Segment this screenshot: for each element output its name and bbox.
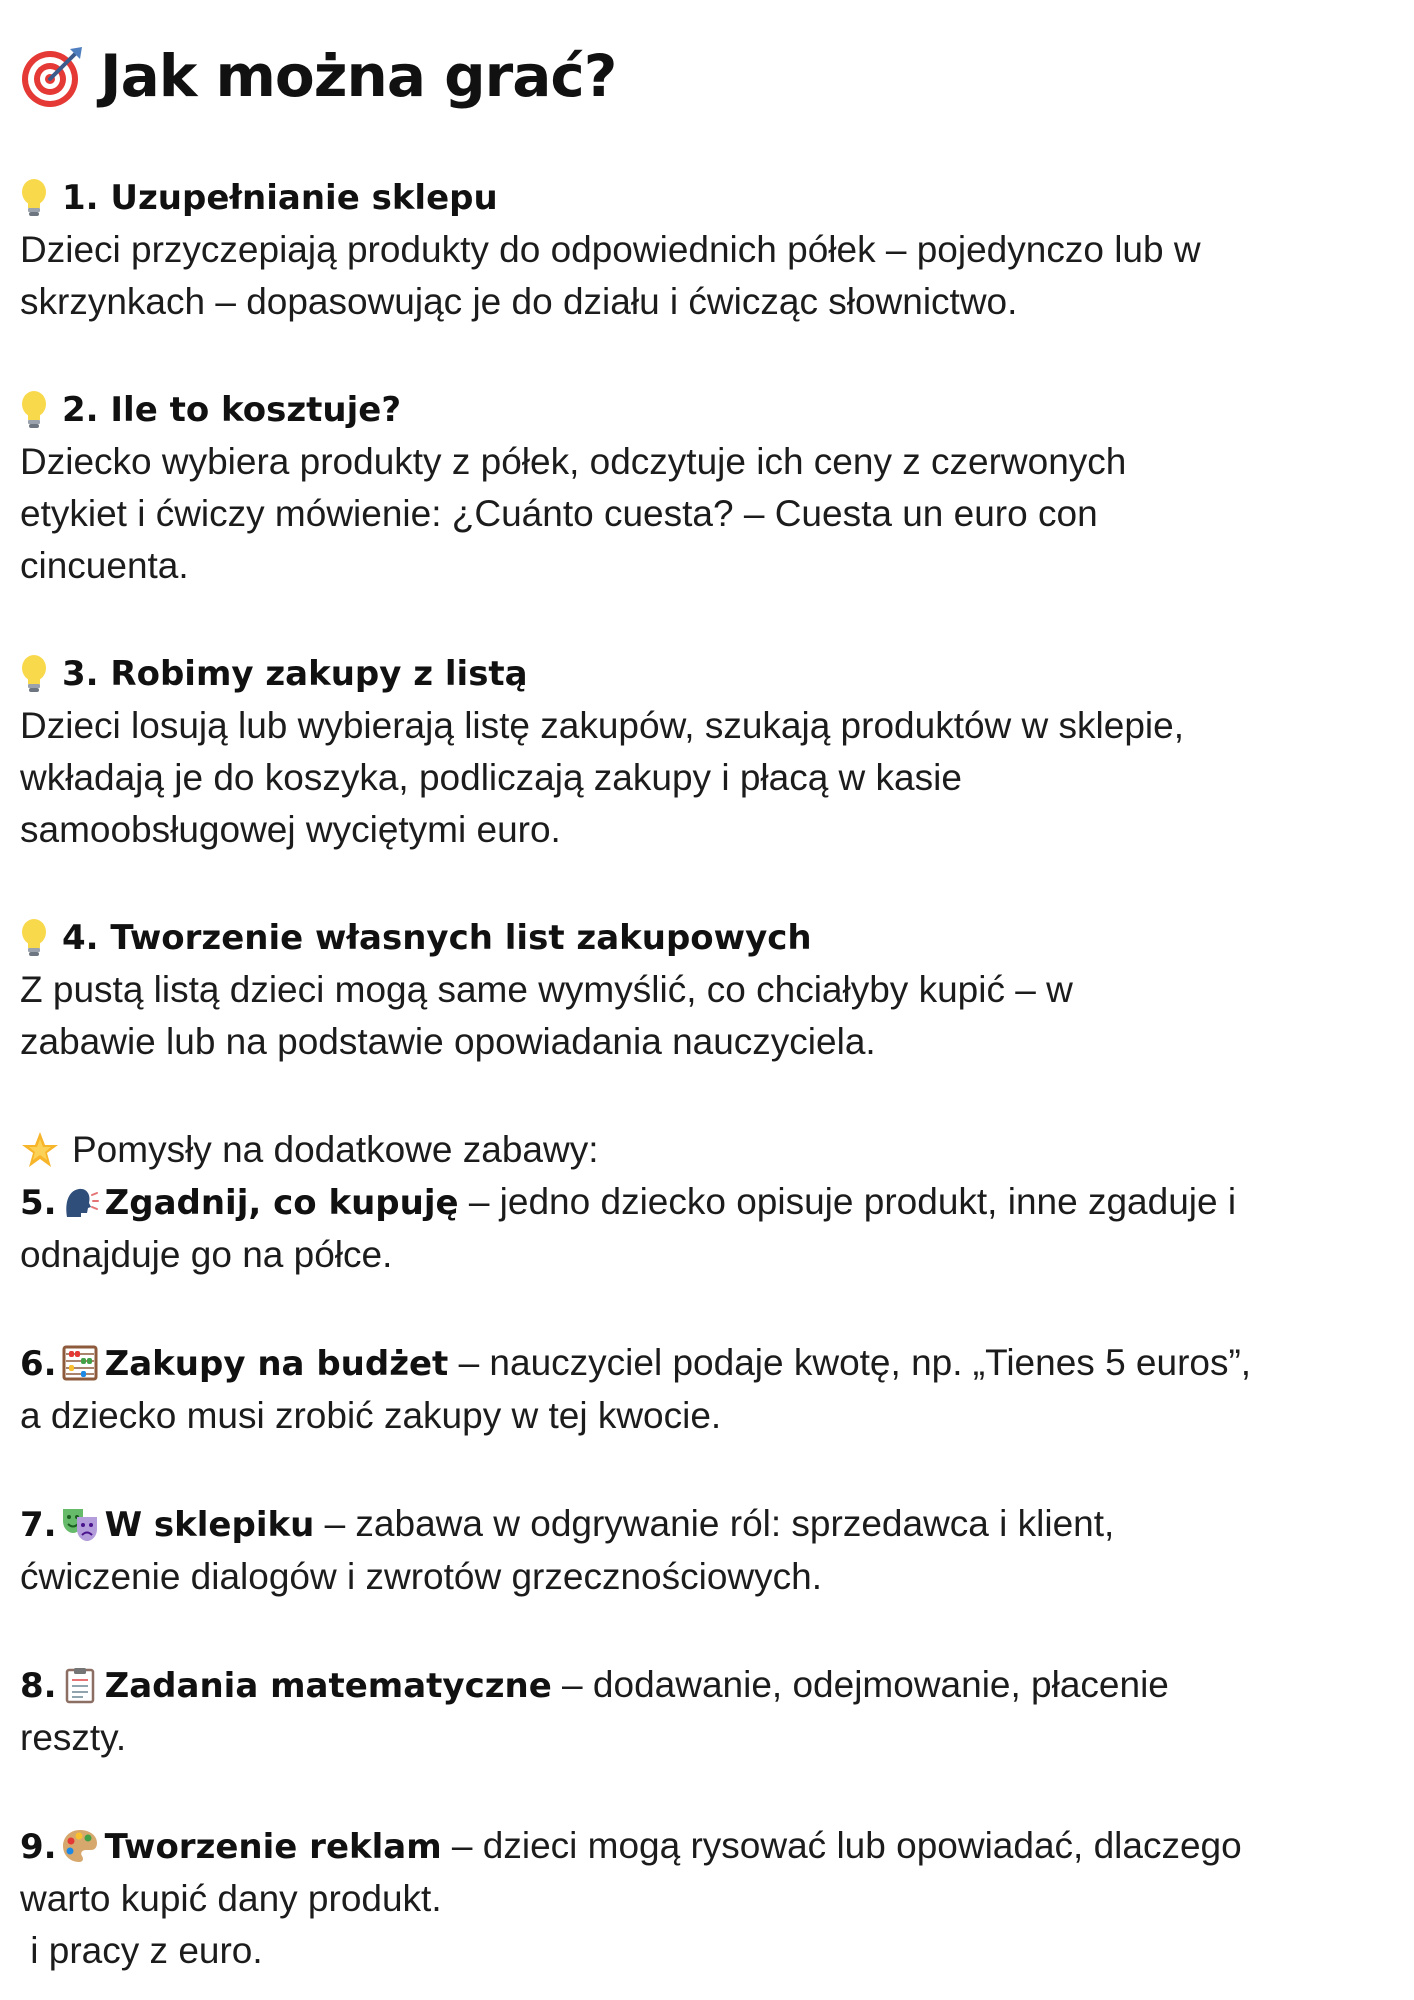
target-icon bbox=[20, 43, 86, 109]
idea-8 bbox=[20, 1659, 1400, 1764]
idea-5-line-2: odnajduje go na półce. bbox=[20, 1234, 393, 1275]
section-2 bbox=[20, 384, 1400, 592]
section-heading-text: 3. Robimy zakupy z listą bbox=[62, 654, 528, 694]
idea-7-line-2: ćwiczenie dialogów i zwrotów grzecznościowych. bbox=[20, 1556, 822, 1597]
section-4 bbox=[20, 912, 1400, 1068]
idea-6-line-2: a dziecko musi zrobić zakupy w tej kwocie. bbox=[20, 1395, 722, 1436]
idea-6-line-1 bbox=[20, 1337, 1400, 1390]
idea-9-line-1 bbox=[20, 1820, 1400, 1873]
idea-title: Zakupy na budżet bbox=[104, 1344, 449, 1384]
section-text-line: wkładają je do koszyka, podliczają zakupy i płacą w kasie bbox=[20, 757, 962, 798]
section-heading bbox=[20, 172, 1400, 224]
idea-description: – dodawanie, odejmowanie, płacenie bbox=[551, 1664, 1169, 1705]
ideas-heading bbox=[20, 1124, 1400, 1176]
idea-5-line-1 bbox=[20, 1176, 1400, 1229]
idea-8-line-2: reszty. bbox=[20, 1717, 127, 1758]
document bbox=[20, 38, 1400, 1977]
section-text-line: Z pustą listą dzieci mogą same wymyślić, co chciałyby kupić – w bbox=[20, 969, 1073, 1010]
palette-icon bbox=[61, 1827, 99, 1865]
idea-title: Zgadnij, co kupuję bbox=[104, 1183, 459, 1223]
lightbulb-icon bbox=[20, 654, 48, 694]
idea-description: – jedno dziecko opisuje produkt, inne zgaduje i bbox=[458, 1181, 1237, 1222]
idea-number: 6. bbox=[20, 1344, 57, 1384]
idea-6 bbox=[20, 1337, 1400, 1442]
lightbulb-icon bbox=[20, 178, 48, 218]
section-text-line: skrzynkach – dopasowując je do działu i ćwicząc słownictwo. bbox=[20, 281, 1018, 322]
clipboard-icon bbox=[61, 1666, 99, 1704]
ideas-section bbox=[20, 1124, 1400, 1281]
section-1 bbox=[20, 172, 1400, 328]
title-row bbox=[20, 38, 1400, 114]
section-heading-text: 4. Tworzenie własnych list zakupowych bbox=[62, 918, 812, 958]
idea-title: Zadania matematyczne bbox=[104, 1666, 552, 1706]
section-3 bbox=[20, 648, 1400, 856]
page-title: Jak można grać? bbox=[100, 42, 617, 110]
abacus-icon bbox=[61, 1344, 99, 1382]
section-heading bbox=[20, 648, 1400, 700]
section-heading bbox=[20, 384, 1400, 436]
section-heading bbox=[20, 912, 1400, 964]
lightbulb-icon bbox=[20, 390, 48, 430]
section-text-line: etykiet i ćwiczy mówienie: ¿Cuánto cuesta? – Cuesta un euro con bbox=[20, 493, 1098, 534]
idea-title: Tworzenie reklam bbox=[104, 1827, 442, 1867]
section-heading-text: 1. Uzupełnianie sklepu bbox=[62, 178, 498, 218]
idea-description: – dzieci mogą rysować lub opowiadać, dlaczego bbox=[441, 1825, 1242, 1866]
idea-number: 5. bbox=[20, 1183, 57, 1223]
idea-number: 8. bbox=[20, 1666, 57, 1706]
idea-description: – zabawa w odgrywanie ról: sprzedawca i klient, bbox=[314, 1503, 1115, 1544]
ideas-heading-text: Pomysły na dodatkowe zabawy: bbox=[72, 1129, 599, 1170]
idea-8-line-1 bbox=[20, 1659, 1400, 1712]
idea-title: W sklepiku bbox=[104, 1505, 315, 1545]
speaking-head-icon bbox=[61, 1183, 99, 1221]
section-text-line: Dzieci przyczepiają produkty do odpowiednich półek – pojedynczo lub w bbox=[20, 229, 1201, 270]
idea-9 bbox=[20, 1820, 1400, 1977]
section-text-line: Dziecko wybiera produkty z półek, odczytuje ich ceny z czerwonych bbox=[20, 441, 1127, 482]
idea-9-line-3: i pracy z euro. bbox=[20, 1930, 263, 1971]
section-heading-text: 2. Ile to kosztuje? bbox=[62, 390, 402, 430]
idea-7 bbox=[20, 1498, 1400, 1603]
section-text-line: cincuenta. bbox=[20, 545, 189, 586]
theater-masks-icon bbox=[61, 1505, 99, 1543]
lightbulb-icon bbox=[20, 918, 48, 958]
section-text-line: Dzieci losują lub wybierają listę zakupów, szukają produktów w sklepie, bbox=[20, 705, 1185, 746]
idea-description: – nauczyciel podaje kwotę, np. „Tienes 5 euros”, bbox=[448, 1342, 1252, 1383]
idea-number: 9. bbox=[20, 1827, 57, 1867]
section-text-line: zabawie lub na podstawie opowiadania nauczyciela. bbox=[20, 1021, 876, 1062]
idea-number: 7. bbox=[20, 1505, 57, 1545]
glowing-star-icon bbox=[20, 1130, 60, 1170]
section-text-line: samoobsługowej wyciętymi euro. bbox=[20, 809, 561, 850]
idea-9-line-2: warto kupić dany produkt. bbox=[20, 1878, 442, 1919]
idea-7-line-1 bbox=[20, 1498, 1400, 1551]
